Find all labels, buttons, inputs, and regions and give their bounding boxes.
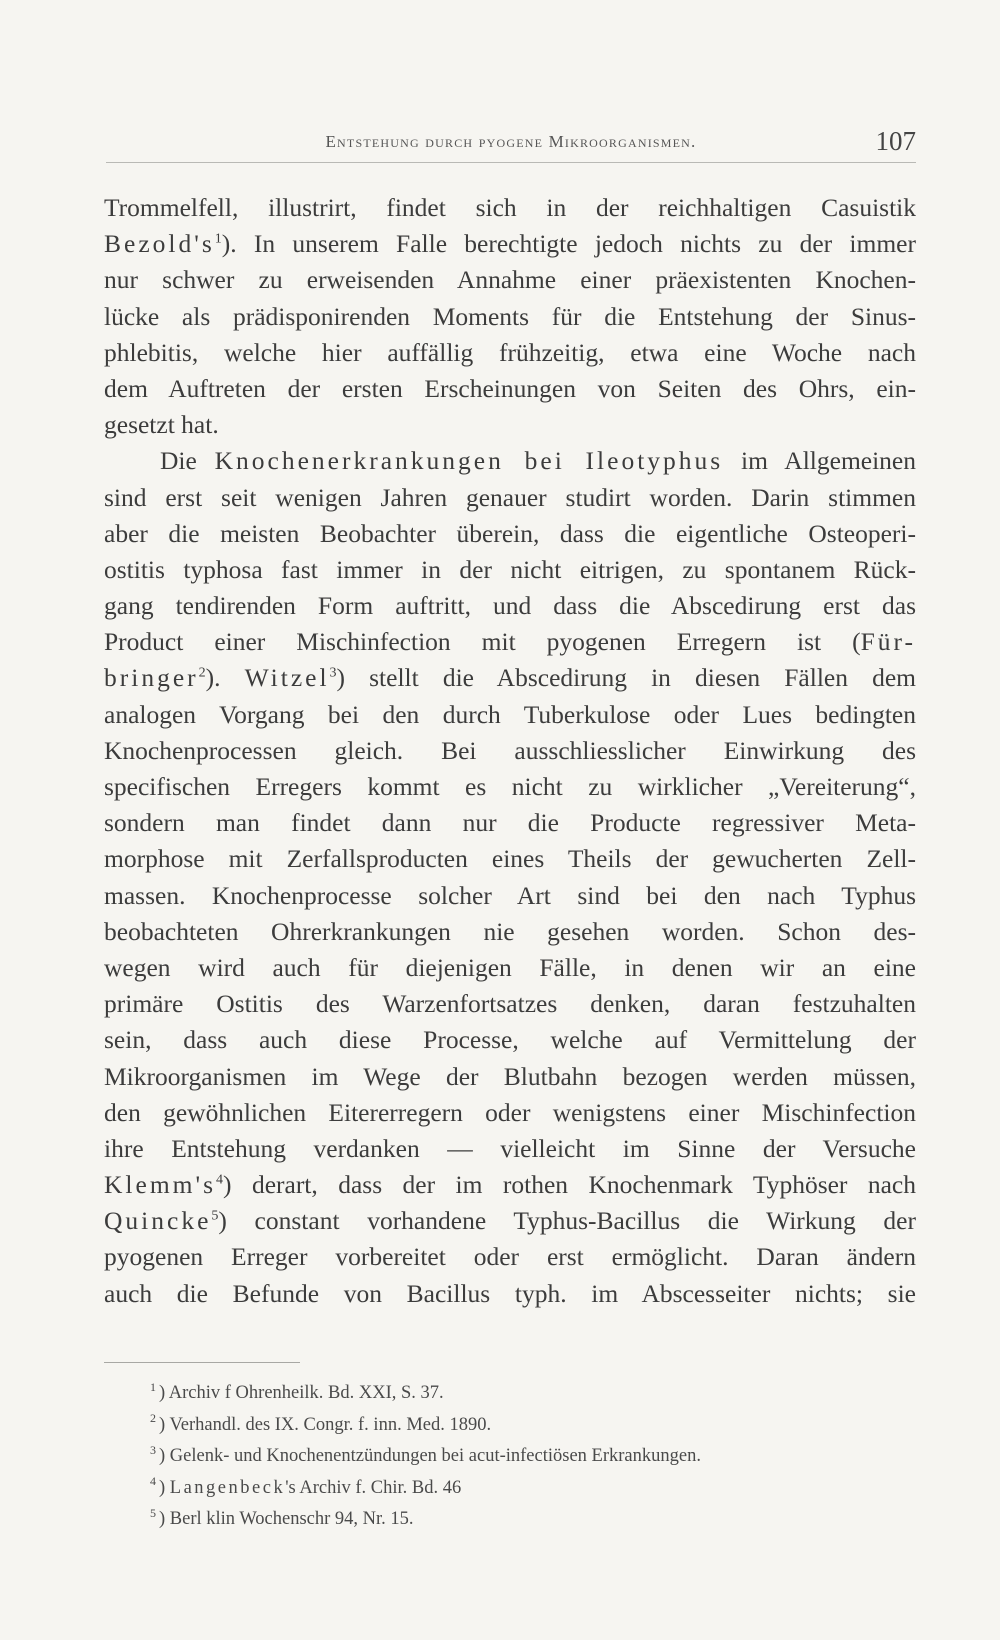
text-line: nur schwer zu erweisenden Annahme einer präexistenten Knochen- (104, 265, 916, 295)
text-line: Trommelfell, illustrirt, findet sich in der reichhaltigen Casuistik (104, 193, 916, 222)
text-line (104, 226, 916, 262)
text-line: analogen Vorgang bei den durch Tuberkulose oder Lues bedingten (104, 699, 916, 729)
text-run: Die (160, 446, 215, 476)
text-line: wegen wird auch für diejenigen Fälle, in denen wir an eine (104, 952, 916, 982)
text-run: ). (205, 663, 245, 693)
text-line: morphose mit Zerfallsproducten eines Theils der gewucherten Zell- (104, 844, 916, 874)
text-line: gang tendirenden Form auftritt, und dass die Abscedirung erst das (104, 591, 916, 621)
footnote-number: 2 (150, 1411, 156, 1426)
footnote-number: 4 (150, 1474, 156, 1489)
author-name: Witzel (244, 663, 330, 693)
text-line: beobachteten Ohrerkrankungen nie gesehen worden. Schon des- (104, 916, 916, 946)
author-name: bringer (104, 663, 199, 693)
footnote-1 (150, 1378, 910, 1410)
running-head (106, 128, 916, 163)
text-line (104, 660, 916, 696)
author-name: Quincke (104, 1206, 212, 1236)
text-line: auch die Befunde von Bacillus typh. im Abscesseiter nichts; sie (104, 1278, 916, 1308)
text-line: ihre Entstehung verdanken — vielleicht im Sinne der Versuche (104, 1133, 916, 1163)
text-line: specifischen Erregers kommt es nicht zu wirklicher „Vereiterung“, (104, 772, 916, 801)
footnote-ref: 2 (198, 665, 206, 681)
text-line: den gewöhnlichen Eitererregern oder wenigstens einer Mischinfection (104, 1097, 916, 1127)
text-run: ) derart, dass der im rothen Knochenmark Typhöser nach (223, 1170, 916, 1200)
author-name: Für- (860, 627, 916, 657)
text-line: sein, dass auch diese Processe, welche auf Vermittelung der (104, 1025, 916, 1055)
page-number: 107 (875, 126, 916, 156)
text-line (104, 443, 916, 479)
footnote-number: 1 (150, 1379, 156, 1394)
footnote-text: ) Berl klin Wochenschr 94, Nr. 15. (159, 1509, 414, 1529)
text-line: Mikroorganismen im Wege der Blutbahn bezogen werden müssen, (104, 1061, 916, 1091)
footnote-number: 3 (150, 1442, 156, 1457)
text-line: ostitis typhosa fast immer in der nicht eitrigen, zu spontanem Rück- (104, 554, 916, 584)
text-line (104, 1167, 916, 1203)
footnote-divider (104, 1362, 300, 1363)
author-name: Langenbeck (169, 1477, 286, 1498)
text-run: im Allgemeinen (723, 446, 916, 476)
text-line: primäre Ostitis des Warzenfortsatzes denken, daran festzuhalten (104, 989, 916, 1019)
author-name: Bezold's (104, 229, 215, 259)
text-line (104, 624, 916, 660)
text-line: gesetzt hat. (104, 410, 219, 440)
footnote-text: ) Langenbeck's Archiv f. Chir. Bd. 46 (159, 1477, 462, 1498)
footnote-4 (150, 1473, 910, 1505)
text-run: ) constant vorhandene Typhus-Bacillus die Wirkung der (218, 1206, 916, 1236)
text-line (104, 1203, 916, 1239)
text-line: sind erst seit wenigen Jahren genauer studirt worden. Darin stimmen (104, 482, 916, 512)
footnote-text: ) Verhandl. des IX. Congr. f. inn. Med. 1890. (159, 1414, 492, 1435)
footnote-text: ) Gelenk- und Knochenentzündungen bei acut-infectiösen Erkrankungen. (159, 1446, 701, 1466)
footnote-number: 5 (150, 1505, 156, 1520)
footnote-ref: 3 (329, 665, 337, 681)
text-line: pyogenen Erreger vorbereitet oder erst ermöglicht. Daran ändern (104, 1242, 916, 1272)
footnote-5 (150, 1504, 910, 1536)
text-line: dem Auftreten der ersten Erscheinungen von Seiten des Ohrs, ein- (104, 373, 916, 403)
author-name: Klemm's (104, 1170, 217, 1200)
text-line: phlebitis, welche hier auffällig frühzeitig, etwa eine Woche nach (104, 337, 916, 367)
footnote-ref: 1 (214, 231, 222, 247)
footnote-3 (150, 1441, 910, 1473)
text-line: lücke als prädisponirenden Moments für die Entstehung der Sinus- (104, 301, 916, 331)
footnotes (150, 1378, 910, 1536)
footnote-2 (150, 1410, 910, 1442)
text-run: 's Archiv f. Chir. Bd. 46 (285, 1477, 462, 1498)
text-run: ). In unserem Falle berechtigte jedoch nichts zu der immer (221, 229, 916, 259)
text-run: Product einer Mischinfection mit pyogenen Erregern ist ( (104, 627, 861, 657)
body-text (104, 190, 916, 1312)
footnote-ref: 4 (216, 1172, 224, 1188)
text-line: massen. Knochenprocesse solcher Art sind bei den nach Typhus (104, 880, 916, 910)
text-line: aber die meisten Beobachter überein, dass die eigentliche Osteoperi- (104, 518, 916, 548)
text-run: ) stellt die Abscedirung in diesen Fällen dem (336, 663, 916, 693)
footnote-ref: 5 (211, 1208, 219, 1224)
footnote-text: ) Archiv f Ohrenheilk. Bd. XXI, S. 37. (159, 1383, 444, 1403)
running-title: Entstehung durch pyogene Mikroorganismen. (325, 132, 697, 151)
emphasized-term: Knochenerkrankungen bei Ileotyphus (214, 446, 724, 476)
text-line: Knochenprocessen gleich. Bei ausschliesslicher Einwirkung des (104, 735, 916, 765)
text-line: sondern man findet dann nur die Producte regressiver Meta- (104, 808, 916, 838)
